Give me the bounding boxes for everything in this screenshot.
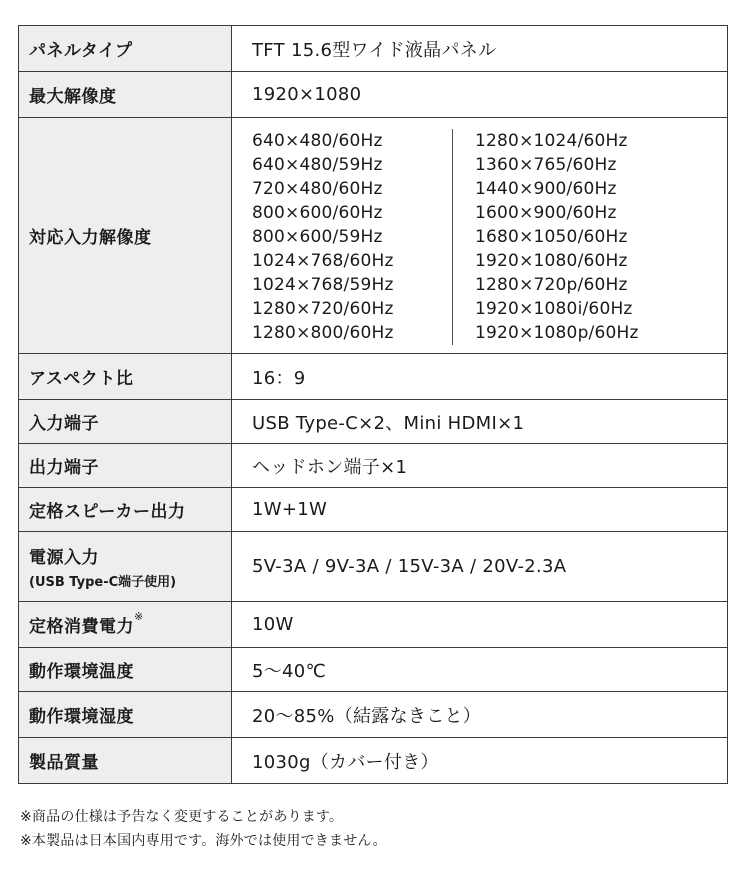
spec-label-max-resolution: 最大解像度 bbox=[19, 72, 232, 118]
resolution-item: 1280×720/60Hz bbox=[252, 299, 394, 319]
spec-table bbox=[18, 25, 728, 784]
resolution-item: 1280×720p/60Hz bbox=[475, 275, 628, 295]
power-consumption-label: 定格消費電力 bbox=[29, 617, 134, 637]
table-row bbox=[19, 738, 728, 784]
spec-value-input-resolutions bbox=[232, 118, 728, 354]
spec-value-weight: 1030g（カバー付き） bbox=[232, 738, 728, 784]
table-row bbox=[19, 692, 728, 738]
resolution-item: 1024×768/60Hz bbox=[252, 251, 394, 271]
spec-label-weight: 製品質量 bbox=[19, 738, 232, 784]
table-row bbox=[19, 72, 728, 118]
resolution-item: 1600×900/60Hz bbox=[475, 203, 617, 223]
spec-label-aspect-ratio: アスペクト比 bbox=[19, 354, 232, 400]
spec-label-speaker-output: 定格スピーカー出力 bbox=[19, 488, 232, 532]
spec-label-output-ports: 出力端子 bbox=[19, 444, 232, 488]
spec-value-input-ports: USB Type-C×2、Mini HDMI×1 bbox=[232, 400, 728, 444]
table-row bbox=[19, 400, 728, 444]
spec-label-input-ports: 入力端子 bbox=[19, 400, 232, 444]
spec-value-max-resolution: 1920×1080 bbox=[232, 72, 728, 118]
table-row bbox=[19, 444, 728, 488]
resolution-item: 1680×1050/60Hz bbox=[475, 227, 628, 247]
spec-label-power-consumption bbox=[19, 602, 232, 648]
spec-label-operating-humidity: 動作環境湿度 bbox=[19, 692, 232, 738]
power-input-label: 電源入力 bbox=[29, 548, 99, 568]
spec-value-power-consumption: 10W bbox=[232, 602, 728, 648]
resolution-item: 1280×1024/60Hz bbox=[475, 131, 628, 151]
spec-value-speaker-output: 1W+1W bbox=[232, 488, 728, 532]
spec-value-power-input: 5V-3A / 9V-3A / 15V-3A / 20V-2.3A bbox=[232, 532, 728, 602]
resolution-column-right bbox=[452, 129, 639, 345]
resolution-list bbox=[252, 126, 727, 345]
resolution-item: 640×480/59Hz bbox=[252, 155, 383, 175]
spec-value-output-ports: ヘッドホン端子×1 bbox=[232, 444, 728, 488]
spec-label-panel-type: パネルタイプ bbox=[19, 26, 232, 72]
resolution-item: 640×480/60Hz bbox=[252, 131, 383, 151]
resolution-item: 1920×1080p/60Hz bbox=[475, 323, 639, 343]
table-row bbox=[19, 488, 728, 532]
resolution-item: 1280×800/60Hz bbox=[252, 323, 394, 343]
footnote-spec-change: ※商品の仕様は予告なく変更することがあります。 bbox=[20, 809, 344, 825]
spec-value-aspect-ratio: 16：9 bbox=[232, 354, 728, 400]
table-row bbox=[19, 26, 728, 72]
spec-label-operating-temperature: 動作環境温度 bbox=[19, 648, 232, 692]
resolution-item: 1920×1080/60Hz bbox=[475, 251, 628, 271]
resolution-item: 1440×900/60Hz bbox=[475, 179, 617, 199]
spec-value-operating-temperature: 5〜40℃ bbox=[232, 648, 728, 692]
resolution-item: 1024×768/59Hz bbox=[252, 275, 394, 295]
spec-value-operating-humidity: 20〜85%（結露なきこと） bbox=[232, 692, 728, 738]
table-row bbox=[19, 532, 728, 602]
resolution-column-left bbox=[252, 129, 452, 345]
table-row bbox=[19, 602, 728, 648]
table-row bbox=[19, 354, 728, 400]
resolution-item: 1360×765/60Hz bbox=[475, 155, 617, 175]
spec-value-panel-type: TFT 15.6型ワイド液晶パネル bbox=[232, 26, 728, 72]
spec-label-input-resolutions: 対応入力解像度 bbox=[19, 118, 232, 354]
resolution-item: 720×480/60Hz bbox=[252, 179, 383, 199]
resolution-item: 1920×1080i/60Hz bbox=[475, 299, 633, 319]
resolution-item: 800×600/60Hz bbox=[252, 203, 383, 223]
resolution-item: 800×600/59Hz bbox=[252, 227, 383, 247]
footnotes bbox=[20, 805, 387, 853]
power-input-sublabel: (USB Type-C端子使用) bbox=[29, 575, 177, 590]
table-row bbox=[19, 648, 728, 692]
spec-label-power-input bbox=[19, 532, 232, 602]
footnote-mark: ※ bbox=[134, 610, 144, 623]
table-row bbox=[19, 118, 728, 354]
footnote-domestic-only: ※本製品は日本国内専用です。海外では使用できません。 bbox=[20, 833, 387, 849]
